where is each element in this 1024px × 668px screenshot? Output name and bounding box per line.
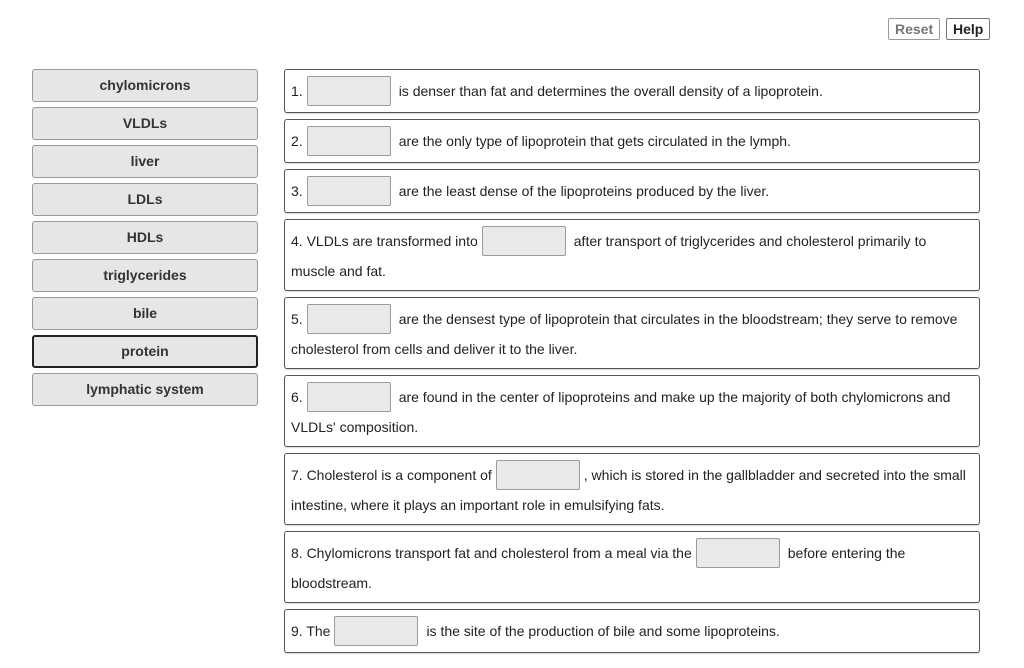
question-9-drop-target[interactable] [334,616,418,646]
question-8 [284,531,980,603]
question-7-text: , which is stored in the gallbladder and secreted into the small [583,467,966,483]
question-5-prefix: 5. [291,311,303,327]
help-button[interactable]: Help [946,18,990,40]
question-7-continuation: intestine, where it plays an important role in emulsifying fats. [291,497,665,513]
question-4-prefix: 4. VLDLs are transformed into [291,233,478,249]
question-1 [284,69,980,113]
question-7-drop-target[interactable] [496,460,580,490]
question-2 [284,119,980,163]
question-5-drop-target[interactable] [307,304,391,334]
question-1-text: is denser than fat and determines the overall density of a lipoprotein. [398,83,823,99]
question-6-continuation: VLDLs' composition. [291,419,419,435]
chip-bile[interactable]: bile [32,297,258,330]
question-6 [284,375,980,447]
question-3-drop-target[interactable] [307,176,391,206]
reset-button[interactable]: Reset [888,18,940,40]
question-9 [284,609,980,653]
question-1-prefix: 1. [291,83,303,99]
word-bank [32,69,258,411]
question-9-prefix: 9. The [291,623,331,639]
question-1-drop-target[interactable] [307,76,391,106]
question-7 [284,453,980,525]
question-3 [284,169,980,213]
question-3-text: are the least dense of the lipoproteins produced by the liver. [398,183,770,199]
question-2-drop-target[interactable] [307,126,391,156]
question-7-prefix: 7. Cholesterol is a component of [291,467,492,483]
question-8-drop-target[interactable] [696,538,780,568]
chip-chylomicrons[interactable]: chylomicrons [32,69,258,102]
question-5 [284,297,980,369]
question-6-text: are found in the center of lipoproteins and make up the majority of both chylomicrons and [398,389,951,405]
chip-ldls[interactable]: LDLs [32,183,258,216]
chip-triglycerides[interactable]: triglycerides [32,259,258,292]
question-8-prefix: 8. Chylomicrons transport fat and cholesterol from a meal via the [291,545,692,561]
chip-protein[interactable]: protein [32,335,258,368]
question-5-text: are the densest type of lipoprotein that circulates in the bloodstream; they serve to remove [398,311,958,327]
question-9-text: is the site of the production of bile and some lipoproteins. [426,623,780,639]
question-2-text: are the only type of lipoprotein that gets circulated in the lymph. [398,133,791,149]
question-4 [284,219,980,291]
question-5-continuation: cholesterol from cells and deliver it to the liver. [291,341,578,357]
question-6-prefix: 6. [291,389,303,405]
chip-lymphatic-system[interactable]: lymphatic system [32,373,258,406]
chip-hdls[interactable]: HDLs [32,221,258,254]
question-2-prefix: 2. [291,133,303,149]
question-8-continuation: bloodstream. [291,575,372,591]
question-4-drop-target[interactable] [482,226,566,256]
question-8-text: before entering the [787,545,906,561]
question-4-text: after transport of triglycerides and cholesterol primarily to [573,233,927,249]
chip-liver[interactable]: liver [32,145,258,178]
chip-vldls[interactable]: VLDLs [32,107,258,140]
question-3-prefix: 3. [291,183,303,199]
question-6-drop-target[interactable] [307,382,391,412]
question-4-continuation: muscle and fat. [291,263,386,279]
